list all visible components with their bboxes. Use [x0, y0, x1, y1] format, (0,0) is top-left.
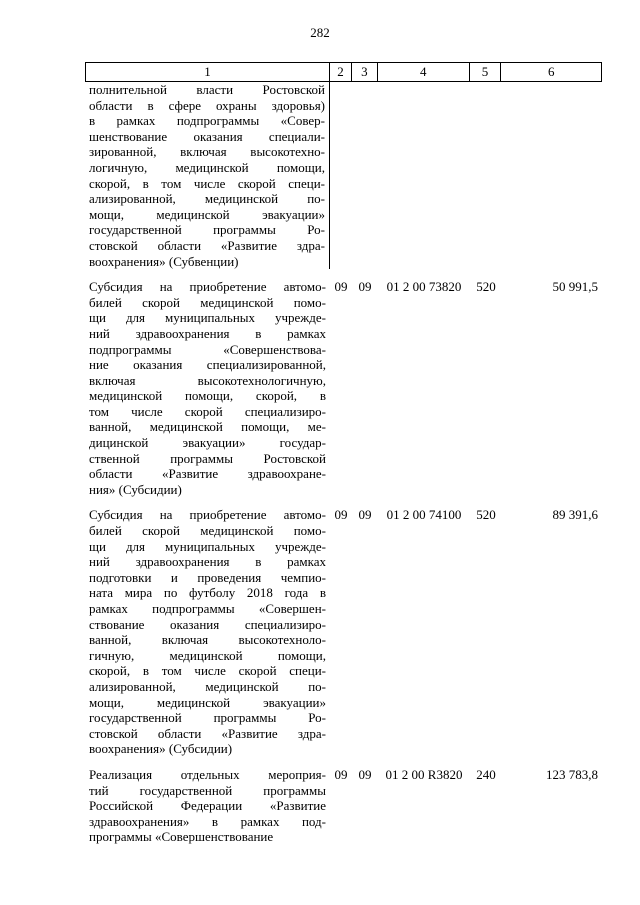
- description-line: воохранения» (Субвенции): [89, 253, 239, 269]
- description-line: билей скорой медицинской помо-: [89, 294, 326, 310]
- header-col-6: 6: [547, 64, 555, 79]
- table-row: [85, 279, 602, 497]
- description-line: тий государственной программы: [89, 782, 326, 798]
- description-line: щи для муниципальных учрежде-: [89, 538, 326, 554]
- cell-c5: 240: [476, 766, 496, 782]
- description-line: рамках подпрограммы «Совершен-: [89, 601, 326, 616]
- table-header: [85, 62, 602, 82]
- description-line: области в сфере охраны здоровья): [89, 97, 325, 113]
- description-line: шенствование оказания специали-: [89, 128, 325, 144]
- description-line: стовской области «Развитие здра-: [89, 725, 326, 741]
- description-line: мощи, медицинской эвакуации»: [89, 694, 326, 710]
- cell-c2: 09: [334, 507, 348, 523]
- table-row: [85, 82, 602, 269]
- cell-c5: [470, 82, 502, 269]
- description-line: гичную, медицинской помощи,: [89, 647, 326, 663]
- description-line: подготовки и проведения чемпио-: [89, 569, 326, 585]
- cell-c2: [330, 82, 352, 269]
- description-line: логичную, медицинской помощи,: [89, 159, 325, 175]
- description-line: программы «Совершенствование: [89, 829, 274, 845]
- cell-c6: 50 991,5: [552, 279, 598, 295]
- row-description: [85, 767, 330, 845]
- description-line: подпрограммы «Совершенствова-: [89, 341, 326, 357]
- description-line: ализированной, медицинской по-: [89, 191, 325, 207]
- description-line: воохранения» (Субсидии): [89, 741, 233, 757]
- cell-c4: 01 2 00 73820: [386, 279, 462, 295]
- header-col-1: 1: [86, 63, 330, 81]
- description-line: включая высокотехнологичную,: [89, 372, 326, 388]
- cell-c5: 520: [476, 279, 496, 295]
- cell-c4: 01 2 00 R3820: [385, 766, 463, 782]
- description-line: мощи, медицинской эвакуации»: [89, 206, 325, 222]
- description-line: государственной программы Ро-: [89, 710, 326, 726]
- header-col-5: 5: [470, 63, 502, 81]
- description-line: Реализация отдельных мероприя-: [89, 766, 326, 782]
- table-row: [85, 507, 602, 757]
- row-description: [85, 507, 330, 757]
- header-col-2: 2: [330, 63, 352, 81]
- description-line: ванной, включая высокотехноло-: [89, 632, 326, 648]
- row-description: [85, 82, 330, 269]
- cell-c6: [502, 82, 602, 269]
- description-line: зированной, включая высокотехно-: [89, 144, 325, 160]
- description-line: билей скорой медицинской помо-: [89, 523, 326, 539]
- description-line: щи для муниципальных учрежде-: [89, 310, 326, 326]
- cell-c5: 520: [476, 507, 496, 523]
- cell-c4: 01 2 00 74100: [386, 507, 462, 523]
- description-line: ната мира по футболу 2018 года в: [89, 585, 326, 601]
- table-body: [85, 82, 602, 845]
- description-line: ний здравоохранения в рамках: [89, 554, 326, 570]
- cell-c2: 09: [334, 279, 348, 295]
- description-line: стовской области «Развитие здра-: [89, 237, 325, 253]
- description-line: ственной программы Ростовской: [89, 450, 326, 466]
- cell-c3: 09: [358, 279, 372, 295]
- cell-c6: 89 391,6: [552, 507, 598, 523]
- page-number: 282: [310, 25, 330, 40]
- description-line: ний здравоохранения в рамках: [89, 325, 326, 341]
- cell-c4: [378, 82, 470, 269]
- description-line: Субсидия на приобретение автомо-: [89, 279, 326, 295]
- description-line: том числе скорой специализиро-: [89, 403, 326, 419]
- row-description: [85, 279, 330, 497]
- cell-c2: 09: [334, 766, 348, 782]
- description-line: здравоохранения» в рамках под-: [89, 813, 326, 829]
- description-line: ствование оказания специализиро-: [89, 616, 326, 632]
- cell-c3: 09: [358, 766, 372, 782]
- description-line: в рамках подпрограммы «Совер-: [89, 113, 325, 129]
- description-line: государственной программы Ро-: [89, 222, 325, 238]
- cell-c3: 09: [358, 507, 372, 523]
- description-line: полнительной власти Ростовской: [89, 82, 325, 97]
- description-line: ализированной, медицинской по-: [89, 678, 326, 694]
- description-line: ванной, медицинской помощи, ме-: [89, 419, 326, 435]
- description-line: Российской Федерации «Развитие: [89, 798, 326, 814]
- description-line: медицинской помощи, скорой, в: [89, 388, 326, 404]
- cell-c6: 123 783,8: [546, 766, 598, 782]
- description-line: области «Развитие здравоохране-: [89, 466, 326, 482]
- description-line: Субсидия на приобретение автомо-: [89, 507, 326, 523]
- cell-c3: [352, 82, 378, 269]
- header-col-4: 4: [378, 63, 470, 81]
- description-line: ние оказания специализированной,: [89, 357, 326, 373]
- description-line: ния» (Субсидии): [89, 481, 182, 497]
- description-line: дицинской эвакуации» государ-: [89, 435, 326, 451]
- table-row: [85, 767, 602, 845]
- description-line: скорой, в том числе скорой специ-: [89, 663, 326, 679]
- header-col-3: 3: [352, 63, 378, 81]
- budget-table: [85, 62, 602, 845]
- description-line: скорой, в том числе скорой специ-: [89, 175, 325, 191]
